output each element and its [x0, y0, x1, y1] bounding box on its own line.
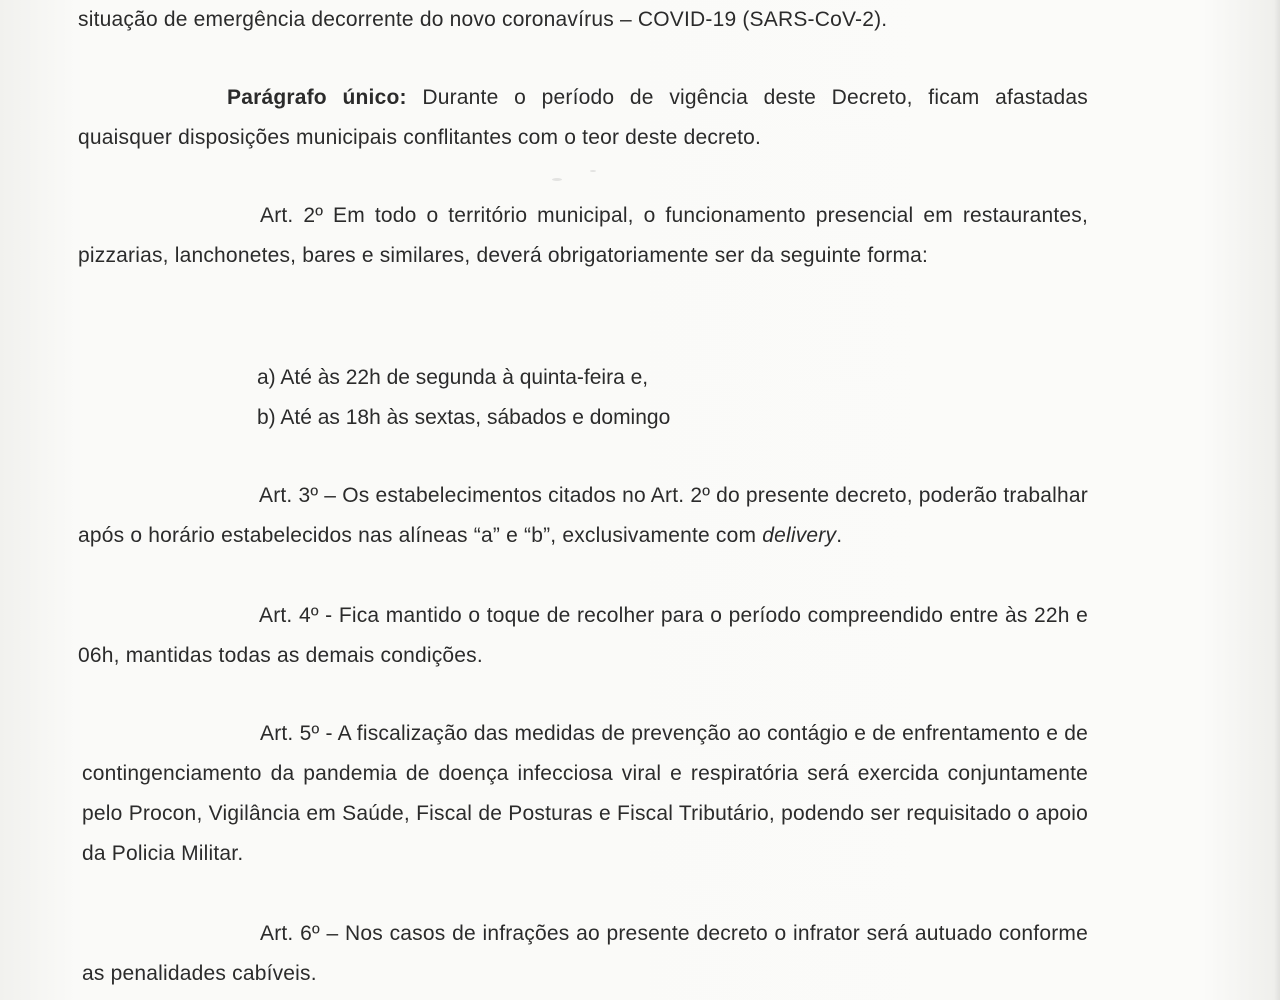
article-3-text: Art. 3º – Os estabelecimentos citados no Art. 2º do presente decreto, poderão trabalhar após o horário estabelecidos nas alíneas “a” e “b”, exclusivamente com [78, 484, 1088, 547]
article-2: Art. 2º Em todo o território municipal, o funcionamento presencial em restaurantes, pizzarias, lanchonetes, bares e similares, deverá obrigatoriamente ser da seguinte forma: [78, 204, 1088, 267]
article-4: Art. 4º - Fica mantido o toque de recolher para o período compreendido entre às 22h e 06h, mantidas todas as demais condições. [78, 604, 1088, 667]
article-5: Art. 5º - A fiscalização das medidas de prevenção ao contágio e de enfrentamento e de contingenciamento da pandemia de doença infecciosa viral e respiratória será exercida conjuntamente pelo Procon, Vigilância em Saúde, Fiscal de Posturas e Fiscal Tributário, podendo ser requisitado o apoio da Policia Militar. [82, 722, 1088, 865]
paragrafo-unico-text: Durante o período de vigência deste Decreto, ficam afastadas quaisquer disposições municipais conflitantes com o teor deste decreto. [78, 86, 1088, 149]
scan-speck [590, 170, 596, 172]
page-edge-shadow [1274, 0, 1280, 1000]
article-3-end: . [836, 524, 843, 547]
article-6: Art. 6º – Nos casos de infrações ao presente decreto o infrator será autuado conforme as penalidades cabíveis. [82, 922, 1088, 985]
text-line-situacao: situação de emergência decorrente do novo coronavírus – COVID-19 (SARS-CoV-2). [78, 8, 888, 31]
scan-speck [552, 178, 562, 181]
list-item-a: a) Até às 22h de segunda à quinta-feira e, [257, 366, 649, 389]
article-2-list [257, 358, 670, 438]
list-item-b: b) Até as 18h às sextas, sábados e domingo [257, 406, 671, 429]
article-3-italic: delivery [762, 524, 837, 547]
paragrafo-unico-label: Parágrafo único: [227, 86, 407, 109]
paragrafo-unico [78, 78, 1088, 158]
article-3 [78, 476, 1088, 556]
